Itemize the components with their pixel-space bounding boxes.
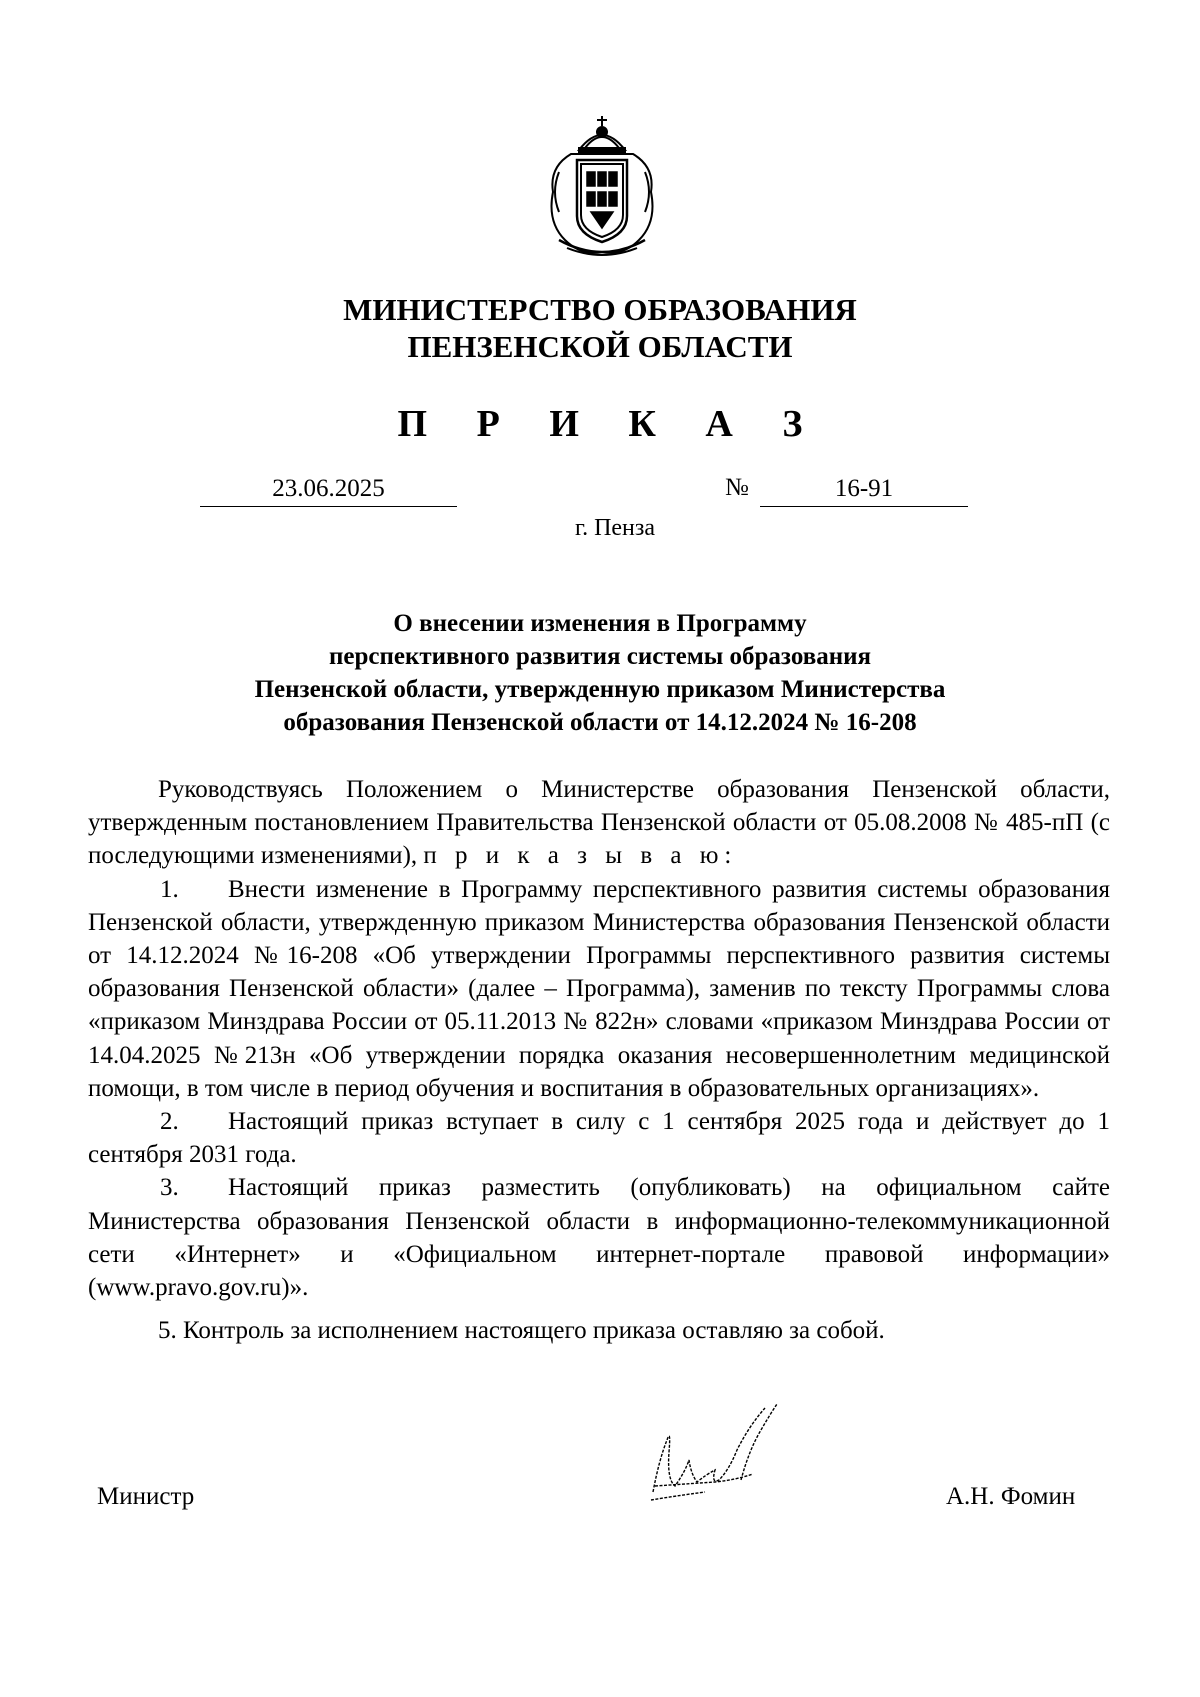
item-2 <box>88 1105 1110 1171</box>
signer-name: А.Н. Фомин <box>946 1483 1076 1510</box>
order-number: 16-91 <box>760 474 968 507</box>
signer-title: Министр <box>97 1483 195 1510</box>
order-date: 23.06.2025 <box>200 474 457 507</box>
city: г. Пенза <box>574 515 656 541</box>
item-number: 1. <box>160 875 179 903</box>
preamble-paragraph <box>88 773 1110 873</box>
order-subject <box>150 607 1050 739</box>
item-text: Внести изменение в Программу перспективного развития системы образования Пензенской области, утвержденную приказом Министерства образования Пензенской области от 14.12.2024 №16-208 «Об утверждении Программы перспективного развития системы образования Пензенской области» (далее – Программа), заменив по тексту Программы слова «приказом Минздрава России от 05.11.2013 № 822н» словами «приказом Минздрава России от 14.04.2025 №213н «Об утверждении порядка оказания несовершеннолетним медицинской помощи, в том числе в период обучения и воспитания в образовательных организациях». <box>88 875 1110 1102</box>
ministry-name-line2: ПЕНЗЕНСКОЙ ОБЛАСТИ <box>407 329 793 364</box>
coat-of-arms-emblem <box>541 112 663 262</box>
item-5: 5. Контроль за исполнением настоящего приказа оставляю за собой. <box>158 1317 885 1345</box>
subject-line: Пензенской области, утвержденную приказом Министерства <box>254 676 946 703</box>
preamble-text: Руководствуясь Положением о Министерстве образования Пензенской области, утвержденным постановлением Правительства Пензенской области от 05.08.2008 № 485-пП (с последующими изменениями), <box>88 776 1110 870</box>
subject-line: перспективного развития системы образования <box>328 643 872 670</box>
ministry-name-line1: МИНИСТЕРСТВО ОБРАЗОВАНИЯ <box>343 292 857 327</box>
subject-line: О внесении изменения в Программу <box>393 610 807 637</box>
preamble-verb: п р и к а з ы в а ю: <box>423 842 738 870</box>
item-text: Настоящий приказ вступает в силу с 1 сентября 2025 года и действует до 1 сентября 2031 года. <box>88 1108 1110 1169</box>
order-body <box>88 773 1110 1347</box>
item-1 <box>88 873 1110 1105</box>
item-text: Настоящий приказ разместить (опубликовать) на официальном сайте Министерства образования Пензенской области в информационно-телекоммуникационной сети «Интернет» и «Официальном интернет-портале правовой информации» (www.pravo.gov.ru)». <box>88 1174 1110 1302</box>
item-number: 3. <box>160 1174 179 1202</box>
item-3 <box>88 1171 1110 1304</box>
number-sign: № <box>725 474 749 501</box>
subject-line: образования Пензенской области от 14.12.2024 № 16-208 <box>283 709 917 736</box>
order-title: П Р И К А З <box>397 403 823 445</box>
item-number: 2. <box>160 1108 179 1136</box>
handwritten-signature <box>645 1400 815 1510</box>
